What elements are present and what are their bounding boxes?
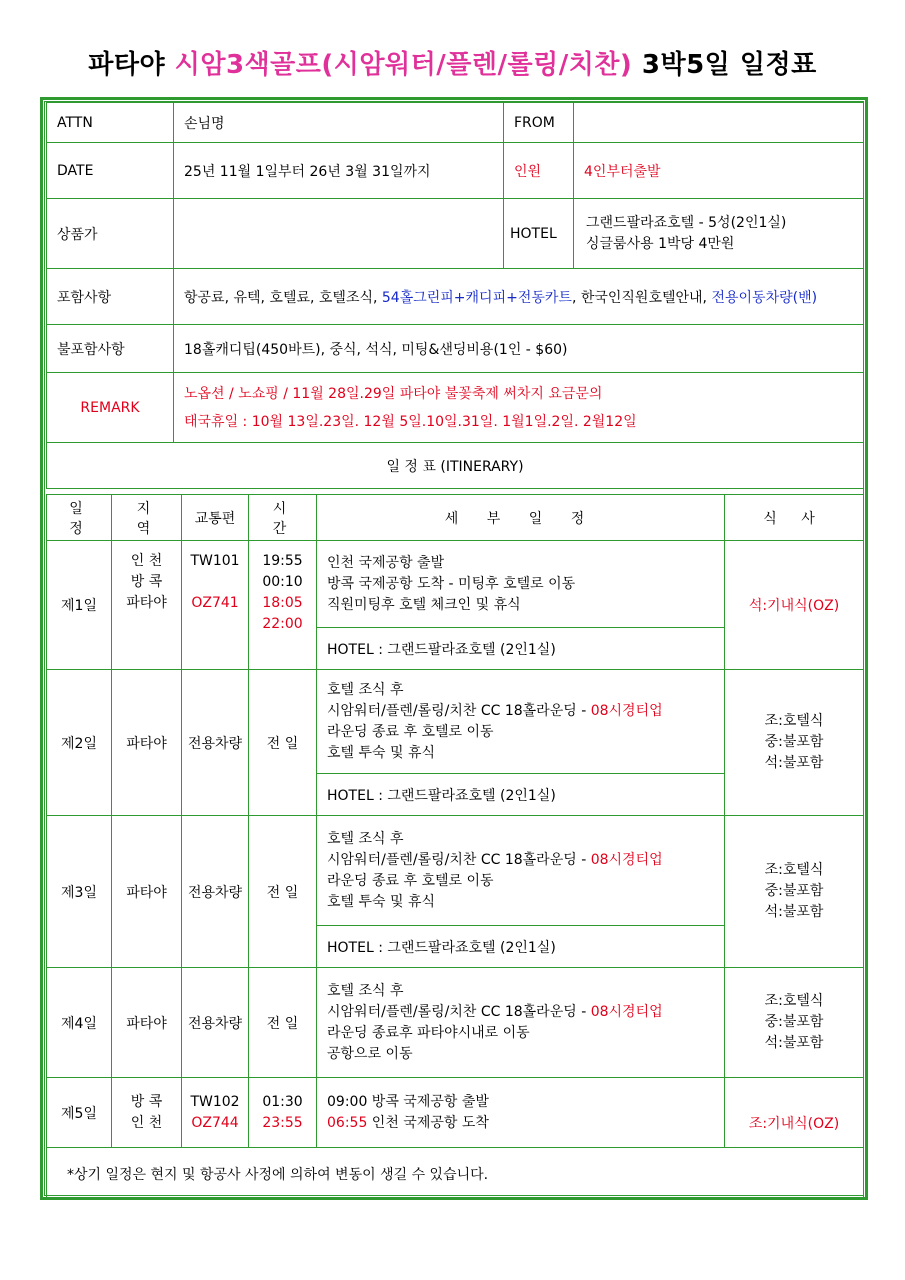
day1-region-1: 인 천 (130, 553, 163, 569)
day1-region-3: 파타야 (126, 595, 167, 611)
day5-flight-1: TW102 (190, 1093, 240, 1110)
day1-times (249, 541, 317, 670)
day2-teeoff: 08시경티업 (590, 702, 663, 719)
day1-meal: 석:기내식(OZ) (725, 541, 864, 670)
day4-meal (725, 968, 864, 1078)
include-value (174, 269, 864, 325)
include-part-4: 전용이동차량(밴) (711, 289, 818, 306)
header-day: 일 정 (47, 495, 112, 541)
day4-meal-1: 조:호텔식 (764, 993, 824, 1009)
day2-detail-3: 라운딩 종료 후 호텔로 이동 (327, 723, 494, 740)
hotel-line-1: 그랜드팔라죠호텔 - 5성(2인1실) (586, 214, 787, 231)
header-detail: 세 부 일 정 (317, 495, 725, 541)
exclude-value: 18홀캐디팁(450바트), 중식, 석식, 미팅&샌딩비용(1인 - $60) (174, 325, 864, 373)
day2-detail (317, 670, 725, 774)
from-label: FROM (504, 103, 574, 143)
day1-detail-3: 직원미팅후 호텔 체크인 및 휴식 (327, 596, 521, 613)
day5-time-2: 23:55 (262, 1114, 303, 1131)
day4-detail-2 (327, 1002, 714, 1023)
day1-region-2: 방 콕 (130, 574, 163, 590)
price-value (174, 199, 504, 269)
day5-arrival-time: 06:55 (327, 1114, 368, 1131)
day5-time-1: 01:30 (262, 1093, 303, 1110)
remark-value (174, 373, 864, 443)
day4-region: 파타야 (112, 968, 182, 1078)
include-label: 포함사항 (47, 269, 174, 325)
day4-detail (317, 968, 725, 1078)
day1-label: 제1일 (47, 541, 112, 670)
day4-detail-3: 라운딩 종료후 파타야시내로 이동 (327, 1024, 530, 1041)
day4-meal-3: 석:불포함 (764, 1035, 824, 1051)
day3-transport: 전용차량 (182, 816, 249, 968)
date-value: 25년 11월 1일부터 26년 3월 31일까지 (174, 143, 504, 199)
day1-time-2: 00:10 (262, 574, 303, 590)
itinerary-table (46, 494, 864, 1200)
remark-line-2: 태국휴일 : 10월 13일.23일. 12월 5일.10일.31일. 1월1일.2일. 2월12일 (184, 413, 637, 430)
day1-flight-2: OZ741 (191, 595, 239, 611)
day4-transport: 전용차량 (182, 968, 249, 1078)
day3-detail-3: 라운딩 종료 후 호텔로 이동 (327, 872, 494, 889)
day4-detail-1: 호텔 조식 후 (327, 982, 404, 999)
document-title (0, 44, 905, 81)
day1-time-4: 22:00 (262, 616, 303, 632)
day5-region-2: 인 천 (130, 1114, 163, 1131)
price-label: 상품가 (47, 199, 174, 269)
day3-teeoff: 08시경티업 (590, 851, 663, 868)
day1-time-3: 18:05 (262, 595, 303, 611)
day3-time: 전 일 (249, 816, 317, 968)
date-label: DATE (47, 143, 174, 199)
day2-meal-2: 중:불포함 (764, 734, 824, 750)
header-region: 지 역 (112, 495, 182, 541)
day2-meal (725, 670, 864, 816)
day5-flights (182, 1078, 249, 1148)
itinerary-title: 일 정 표 (ITINERARY) (47, 443, 864, 489)
day5-region (112, 1078, 182, 1148)
day4-teeoff: 08시경티업 (590, 1003, 663, 1020)
day2-time: 전 일 (249, 670, 317, 816)
day3-detail-2a: 시암워터/플렌/롤링/치찬 CC 18홀라운딩 - (327, 851, 591, 868)
attn-label: ATTN (47, 103, 174, 143)
info-table (46, 102, 864, 489)
day2-detail-4: 호텔 투숙 및 휴식 (327, 744, 436, 761)
day2-detail-1: 호텔 조식 후 (327, 681, 404, 698)
hotel-label: HOTEL (504, 199, 574, 269)
attn-value: 손님명 (174, 103, 504, 143)
day4-label: 제4일 (47, 968, 112, 1078)
day5-meal: 조:기내식(OZ) (725, 1078, 864, 1148)
day1-detail (317, 541, 725, 628)
day4-detail-2a: 시암워터/플렌/롤링/치찬 CC 18홀라운딩 - (327, 1003, 591, 1020)
remark-line-1: 노옵션 / 노쇼핑 / 11월 28일.29일 파타야 불꽃축제 써차지 요금문의 (184, 385, 603, 402)
title-highlight: 시암3색골프(시암워터/플렌/롤링/치찬) (174, 50, 633, 80)
day5-detail (317, 1078, 725, 1148)
day5-flight-2: OZ744 (191, 1114, 239, 1131)
day1-region (112, 541, 182, 670)
day3-region: 파타야 (112, 816, 182, 968)
day2-transport: 전용차량 (182, 670, 249, 816)
day3-meal-3: 석:불포함 (764, 904, 824, 920)
footer-note: *상기 일정은 현지 및 항공사 사정에 의하여 변동이 생길 수 있습니다. (47, 1148, 864, 1200)
day3-meal (725, 816, 864, 968)
day4-meal-2: 중:불포함 (764, 1014, 824, 1030)
day3-hotel: HOTEL : 그랜드팔라죠호텔 (2인1실) (317, 926, 725, 968)
day2-detail-2 (327, 701, 714, 722)
day5-label: 제5일 (47, 1078, 112, 1148)
day3-meal-2: 중:불포함 (764, 883, 824, 899)
day3-detail-1: 호텔 조식 후 (327, 830, 404, 847)
day5-detail-1: 09:00 방콕 국제공항 출발 (327, 1093, 489, 1110)
day2-label: 제2일 (47, 670, 112, 816)
header-time: 시 간 (249, 495, 317, 541)
day4-time: 전 일 (249, 968, 317, 1078)
from-value (574, 103, 864, 143)
header-transport: 교통편 (182, 495, 249, 541)
day3-detail (317, 816, 725, 926)
include-part-1: 항공료, 유텍, 호텔료, 호텔조식, (184, 289, 382, 306)
day3-detail-2 (327, 850, 714, 871)
day2-meal-3: 석:불포함 (764, 755, 824, 771)
day3-label: 제3일 (47, 816, 112, 968)
day2-meal-1: 조:호텔식 (764, 713, 824, 729)
day1-flight-1: TW101 (190, 553, 240, 569)
day1-time-1: 19:55 (262, 553, 303, 569)
day1-detail-1: 인천 국제공항 출발 (327, 554, 445, 571)
day1-hotel: HOTEL : 그랜드팔라죠호텔 (2인1실) (317, 628, 725, 670)
day1-flights (182, 541, 249, 670)
day2-hotel: HOTEL : 그랜드팔라죠호텔 (2인1실) (317, 774, 725, 816)
include-part-3: , 한국인직원호텔안내, (571, 289, 712, 306)
people-value: 4인부터출발 (574, 143, 864, 199)
remark-label: REMARK (47, 373, 174, 443)
day2-region: 파타야 (112, 670, 182, 816)
exclude-label: 불포함사항 (47, 325, 174, 373)
day1-detail-2: 방콕 국제공항 도착 - 미팅후 호텔로 이동 (327, 575, 576, 592)
hotel-line-2: 싱글룸사용 1박당 4만원 (586, 235, 735, 252)
day5-region-1: 방 콕 (130, 1093, 163, 1110)
people-label: 인원 (504, 143, 574, 199)
day5-detail-2 (327, 1113, 714, 1134)
title-prefix: 파타야 (88, 50, 166, 80)
day5-times (249, 1078, 317, 1148)
day3-meal-1: 조:호텔식 (764, 862, 824, 878)
include-part-2: 54홀그린피+캐디피+전동카트 (381, 289, 572, 306)
day3-detail-4: 호텔 투숙 및 휴식 (327, 893, 436, 910)
day4-detail-4: 공항으로 이동 (327, 1045, 413, 1062)
title-suffix: 3박5일 일정표 (641, 50, 817, 80)
header-meal: 식 사 (725, 495, 864, 541)
hotel-value (574, 199, 864, 269)
day5-detail-2b: 인천 국제공항 도착 (367, 1114, 489, 1131)
day2-detail-2a: 시암워터/플렌/롤링/치찬 CC 18홀라운딩 - (327, 702, 591, 719)
